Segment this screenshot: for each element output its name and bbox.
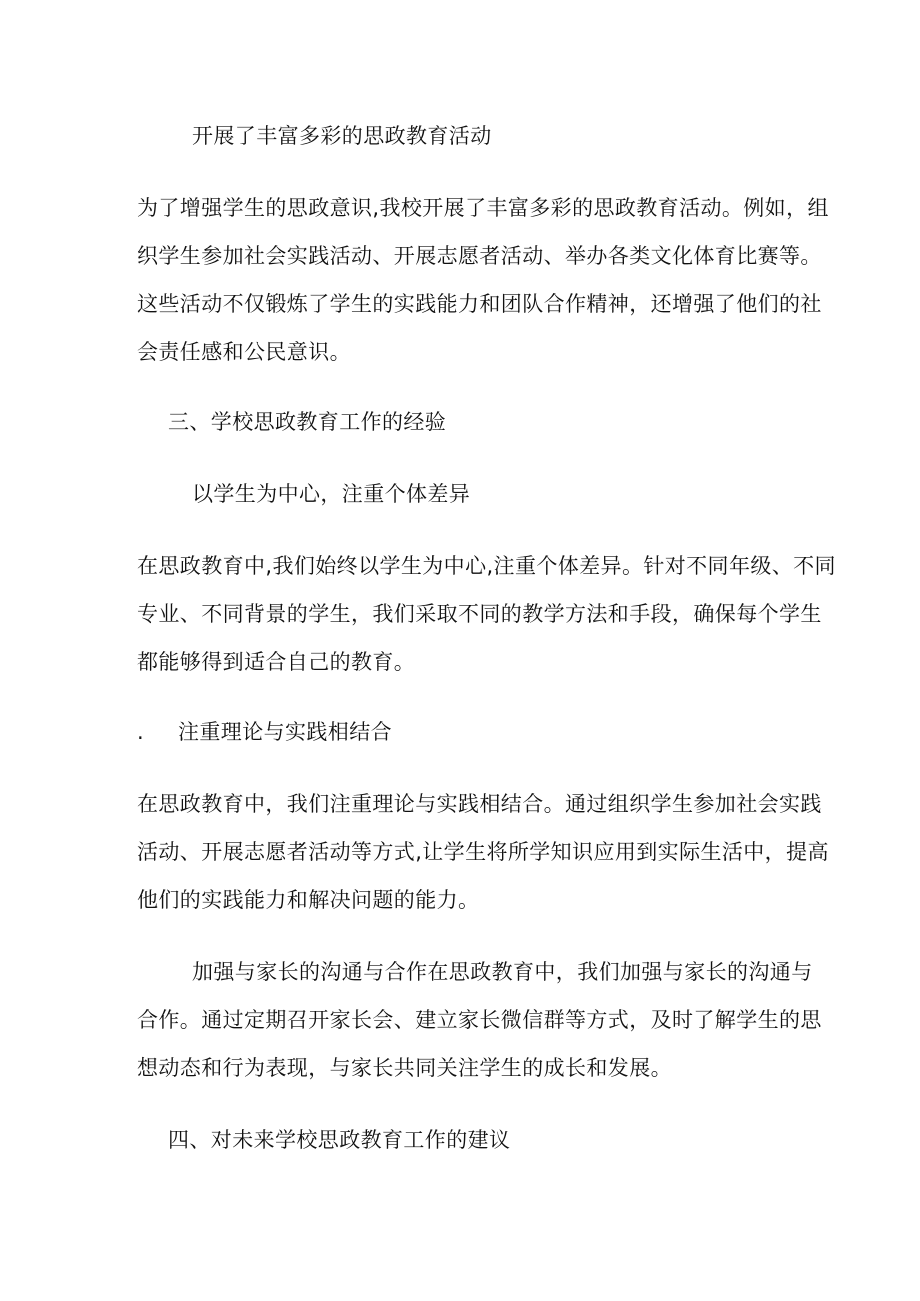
paragraph-parents-line-1: 加强与家长的沟通与合作在思政教育中，我们加强与家长的沟通与 bbox=[192, 960, 813, 984]
section-three-title: 三、学校思政教育工作的经验 bbox=[168, 410, 447, 434]
paragraph-parents-line-2: 合作。通过定期召开家长会、建立家长微信群等方式，及时了解学生的思 bbox=[137, 1008, 822, 1032]
bullet-marker: . bbox=[137, 720, 144, 744]
heading-activities: 开展了丰富多彩的思政教育活动 bbox=[192, 124, 492, 148]
paragraph-theory-practice-line-3: 他们的实践能力和解决问题的能力。 bbox=[137, 888, 480, 912]
paragraph-student-center-line-3: 都能够得到适合自己的教育。 bbox=[137, 650, 416, 674]
paragraph-student-center-line-2: 专业、不同背景的学生，我们采取不同的教学方法和手段，确保每个学生 bbox=[137, 602, 822, 626]
section-four-title: 四、对未来学校思政教育工作的建议 bbox=[168, 1128, 511, 1152]
paragraph-activities-line-2: 织学生参加社会实践活动、开展志愿者活动、举办各类文化体育比赛等。 bbox=[137, 244, 822, 268]
paragraph-activities-line-1: 为了增强学生的思政意识,我校开展了丰富多彩的思政教育活动。例如，组 bbox=[137, 196, 829, 220]
paragraph-activities-line-4: 会责任感和公民意识。 bbox=[137, 340, 351, 364]
paragraph-theory-practice-line-2: 活动、开展志愿者活动等方式,让学生将所学知识应用到实际生活中，提高 bbox=[137, 840, 829, 864]
heading-theory-practice: 注重理论与实践相结合 bbox=[178, 720, 392, 744]
paragraph-student-center-line-1: 在思政教育中,我们始终以学生为中心,注重个体差异。针对不同年级、不同 bbox=[137, 554, 836, 578]
paragraph-parents-line-3: 想动态和行为表现，与家长共同关注学生的成长和发展。 bbox=[137, 1056, 672, 1080]
heading-student-center: 以学生为中心，注重个体差异 bbox=[192, 482, 471, 506]
paragraph-theory-practice-line-1: 在思政教育中，我们注重理论与实践相结合。通过组织学生参加社会实践 bbox=[137, 792, 822, 816]
paragraph-activities-line-3: 这些活动不仅锻炼了学生的实践能力和团队合作精神，还增强了他们的社 bbox=[137, 292, 822, 316]
